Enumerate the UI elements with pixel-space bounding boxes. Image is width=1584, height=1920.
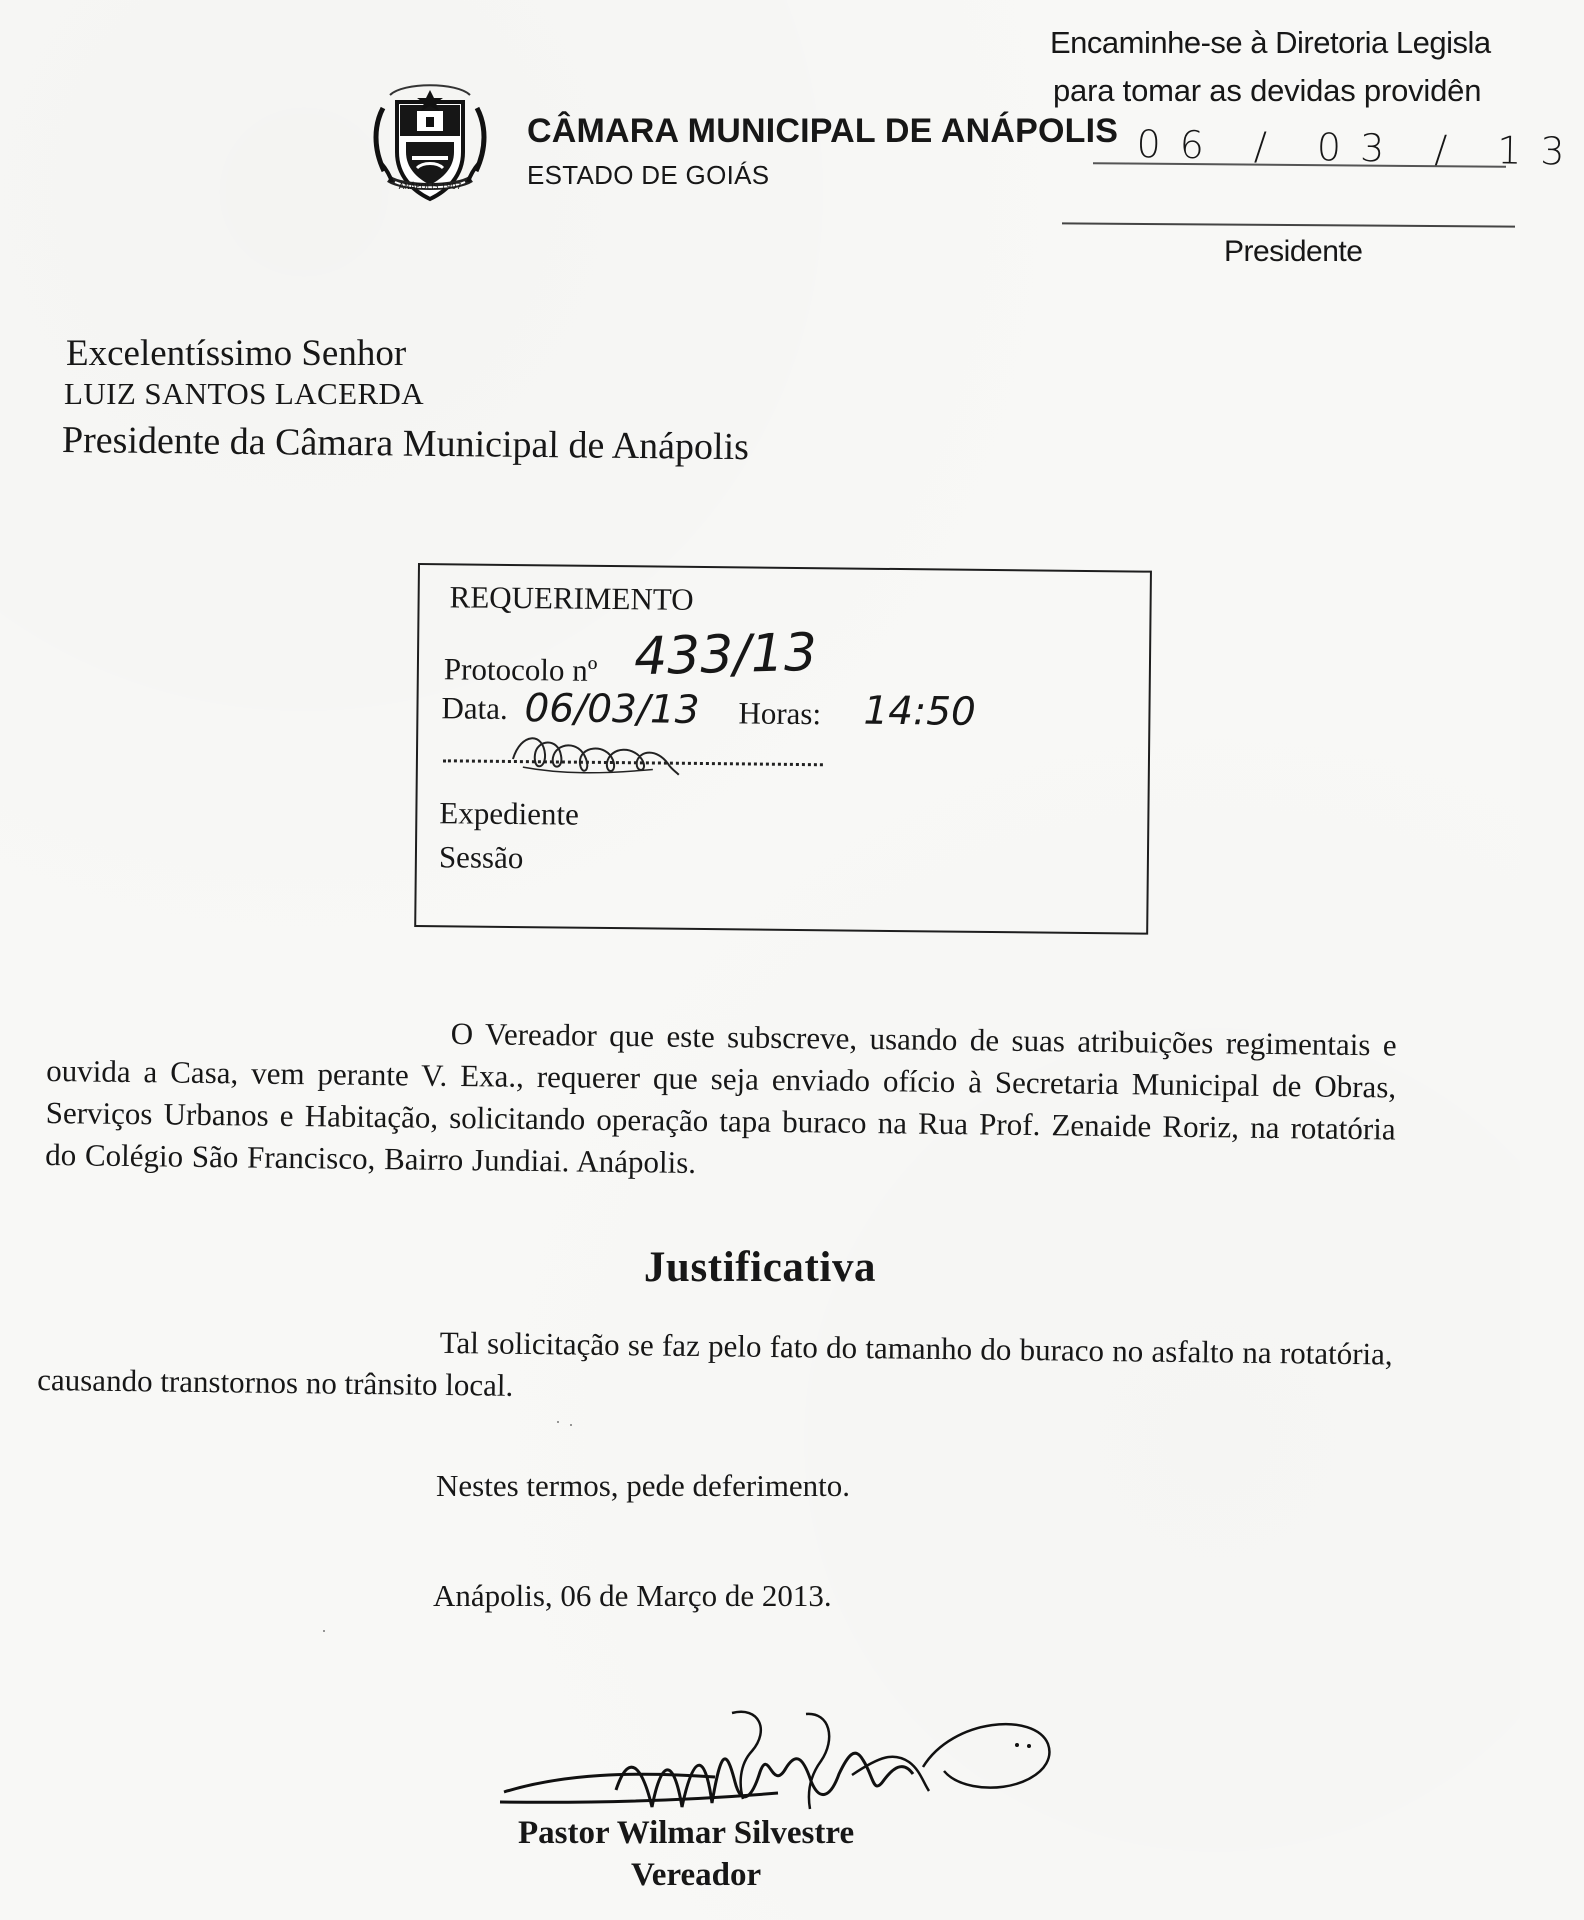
protocol-label: Protocolo nº (443, 651, 598, 688)
protocol-number: 433/13 (633, 622, 818, 688)
scan-speck (323, 1630, 325, 1632)
session-label: Sessão (438, 839, 524, 876)
organization-state: ESTADO DE GOIÁS (527, 160, 770, 190)
protocol-hours-value: 14:50 (863, 688, 977, 735)
closing-request: Nestes termos, pede deferimento. (436, 1468, 851, 1503)
protocol-date-value: 06/03/13 (524, 686, 700, 733)
justification-title: Justificativa (643, 1244, 877, 1291)
signer-name: Pastor Wilmar Silvestre (518, 1815, 855, 1851)
municipal-coat-of-arms-icon (355, 70, 505, 220)
emblem-text: ANÁPOLIS 1907 (398, 182, 462, 191)
recipient-title: Presidente da Câmara Municipal de Anápolis (61, 419, 750, 469)
justification-paragraph: Tal solicitação se faz pelo fato do tamanho do buraco no asfalto na rotatória, causando transtornos no trânsito local. (37, 1324, 1393, 1403)
protocol-box (414, 563, 1152, 935)
scan-speck (570, 1424, 572, 1426)
president-signature-line (1062, 222, 1515, 227)
scan-speck (557, 1421, 559, 1423)
protocol-date-label: Data. (441, 690, 508, 726)
dispatch-note-line-1: Encaminhe-se à Diretoria Legisla (1050, 25, 1491, 60)
dispatch-role: Presidente (1224, 235, 1363, 268)
signer-role: Vereador (631, 1857, 762, 1893)
dispatch-handwritten-date: 06 / 03 / 13 (1136, 122, 1584, 174)
place-date: Anápolis, 06 de Março de 2013. (433, 1578, 832, 1613)
recipient-name: LUIZ SANTOS LACERDA (64, 376, 425, 411)
expedient-label: Expediente (439, 795, 580, 832)
protocol-hours-label: Horas: (738, 695, 822, 732)
organization-name: CÂMARA MUNICIPAL DE ANÁPOLIS (527, 112, 1119, 150)
protocol-box-heading: REQUERIMENTO (449, 579, 694, 617)
request-paragraph: O Vereador que este subscreve, usando de suas atribuições regimentais e ouvida a Casa, vem perante V. Exa., requerer que seja enviado ofício à Secretaria Municipal de Obras, Serviços Urbanos e Habitação, solicitando operação tapa buraco na Rua Prof. Zenaide Roriz, na rotatória do Colégio São Francisco, Bairro Jundiai. Anápolis. (44, 1015, 1397, 1180)
dispatch-note-line-2: para tomar as devidas providên (1053, 73, 1482, 108)
recipient-salutation: Excelentíssimo Senhor (66, 333, 407, 374)
protocol-receiver-signature (503, 724, 684, 786)
